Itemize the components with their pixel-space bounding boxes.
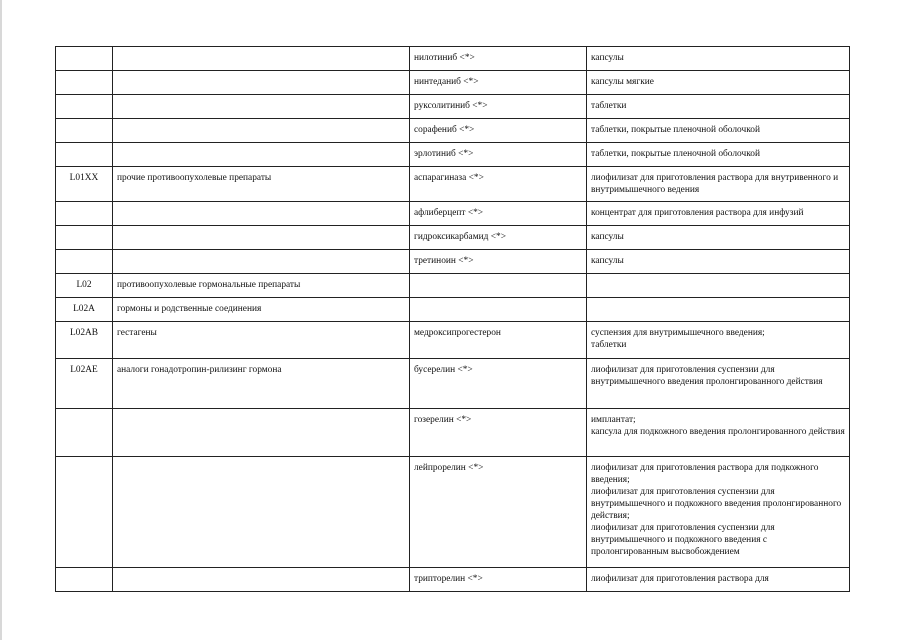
table-row: [56, 409, 850, 457]
drug-name-cell: руксолитиниб <*>: [410, 95, 587, 119]
group-name-cell: [113, 71, 410, 95]
table-row: [56, 457, 850, 568]
dosage-form-cell: капсулы мягкие: [587, 71, 850, 95]
dosage-form-cell: капсулы: [587, 250, 850, 274]
drug-name-cell: афлиберцепт <*>: [410, 202, 587, 226]
drug-name-cell: бусерелин <*>: [410, 359, 587, 409]
drug-name-cell: третиноин <*>: [410, 250, 587, 274]
group-name-cell: [113, 95, 410, 119]
drug-name-cell: лейпрорелин <*>: [410, 457, 587, 568]
table-row: [56, 119, 850, 143]
group-name-cell: прочие противоопухолевые препараты: [113, 167, 410, 202]
atc-code-cell: L02A: [56, 298, 113, 322]
atc-code-cell: [56, 250, 113, 274]
drug-name-cell: нинтеданиб <*>: [410, 71, 587, 95]
dosage-form-cell: лиофилизат для приготовления суспензии для внутримышечного введения пролонгированного действия: [587, 359, 850, 409]
drug-name-cell: аспарагиназа <*>: [410, 167, 587, 202]
group-name-cell: гормоны и родственные соединения: [113, 298, 410, 322]
group-name-cell: [113, 202, 410, 226]
group-name-cell: [113, 119, 410, 143]
drug-name-cell: гозерелин <*>: [410, 409, 587, 457]
table-row: [56, 95, 850, 119]
table-row: [56, 322, 850, 359]
atc-code-cell: [56, 568, 113, 592]
dosage-form-cell: лиофилизат для приготовления раствора для внутривенного и внутримышечного ведения: [587, 167, 850, 202]
atc-code-cell: [56, 119, 113, 143]
table-row: [56, 250, 850, 274]
atc-code-cell: [56, 226, 113, 250]
drug-name-cell: [410, 298, 587, 322]
dosage-form-cell: капсулы: [587, 47, 850, 71]
table-row: [56, 298, 850, 322]
atc-code-cell: [56, 457, 113, 568]
dosage-form-cell: концентрат для приготовления раствора для инфузий: [587, 202, 850, 226]
table-row: [56, 47, 850, 71]
atc-code-cell: L02: [56, 274, 113, 298]
group-name-cell: [113, 457, 410, 568]
table-row: [56, 359, 850, 409]
atc-code-cell: [56, 143, 113, 167]
medication-table-body: [56, 47, 850, 592]
drug-name-cell: сорафениб <*>: [410, 119, 587, 143]
group-name-cell: противоопухолевые гормональные препараты: [113, 274, 410, 298]
page-edge-shadow: [0, 0, 2, 640]
table-row: [56, 71, 850, 95]
table-row: [56, 274, 850, 298]
atc-code-cell: [56, 409, 113, 457]
dosage-form-cell: таблетки: [587, 95, 850, 119]
drug-name-cell: трипторелин <*>: [410, 568, 587, 592]
drug-name-cell: гидроксикарбамид <*>: [410, 226, 587, 250]
drug-name-cell: медроксипрогестерон: [410, 322, 587, 359]
drug-name-cell: эрлотиниб <*>: [410, 143, 587, 167]
group-name-cell: [113, 47, 410, 71]
dosage-form-cell: [587, 298, 850, 322]
atc-code-cell: [56, 71, 113, 95]
table-row: [56, 143, 850, 167]
dosage-form-cell: лиофилизат для приготовления раствора для подкожного введения; лиофилизат для приготовления суспензии для внутримышечного и подкожного введения пролонгированного действия; лиофилизат для приготовления суспензии для внутримышечного и подкожного введения с пролонгированным высвобождением: [587, 457, 850, 568]
group-name-cell: аналоги гонадотропин-рилизинг гормона: [113, 359, 410, 409]
group-name-cell: гестагены: [113, 322, 410, 359]
group-name-cell: [113, 250, 410, 274]
drug-name-cell: [410, 274, 587, 298]
atc-code-cell: L01XX: [56, 167, 113, 202]
dosage-form-cell: лиофилизат для приготовления раствора для: [587, 568, 850, 592]
atc-code-cell: [56, 47, 113, 71]
atc-code-cell: [56, 202, 113, 226]
atc-code-cell: L02AB: [56, 322, 113, 359]
table-row: [56, 167, 850, 202]
group-name-cell: [113, 226, 410, 250]
table-row: [56, 202, 850, 226]
dosage-form-cell: суспензия для внутримышечного введения; таблетки: [587, 322, 850, 359]
group-name-cell: [113, 409, 410, 457]
dosage-form-cell: таблетки, покрытые пленочной оболочкой: [587, 119, 850, 143]
dosage-form-cell: капсулы: [587, 226, 850, 250]
group-name-cell: [113, 143, 410, 167]
group-name-cell: [113, 568, 410, 592]
dosage-form-cell: таблетки, покрытые пленочной оболочкой: [587, 143, 850, 167]
table-row: [56, 226, 850, 250]
drug-name-cell: нилотиниб <*>: [410, 47, 587, 71]
table-row: [56, 568, 850, 592]
dosage-form-cell: [587, 274, 850, 298]
atc-code-cell: [56, 95, 113, 119]
dosage-form-cell: имплантат; капсула для подкожного введения пролонгированного действия: [587, 409, 850, 457]
atc-code-cell: L02AE: [56, 359, 113, 409]
medication-table: [55, 46, 850, 592]
